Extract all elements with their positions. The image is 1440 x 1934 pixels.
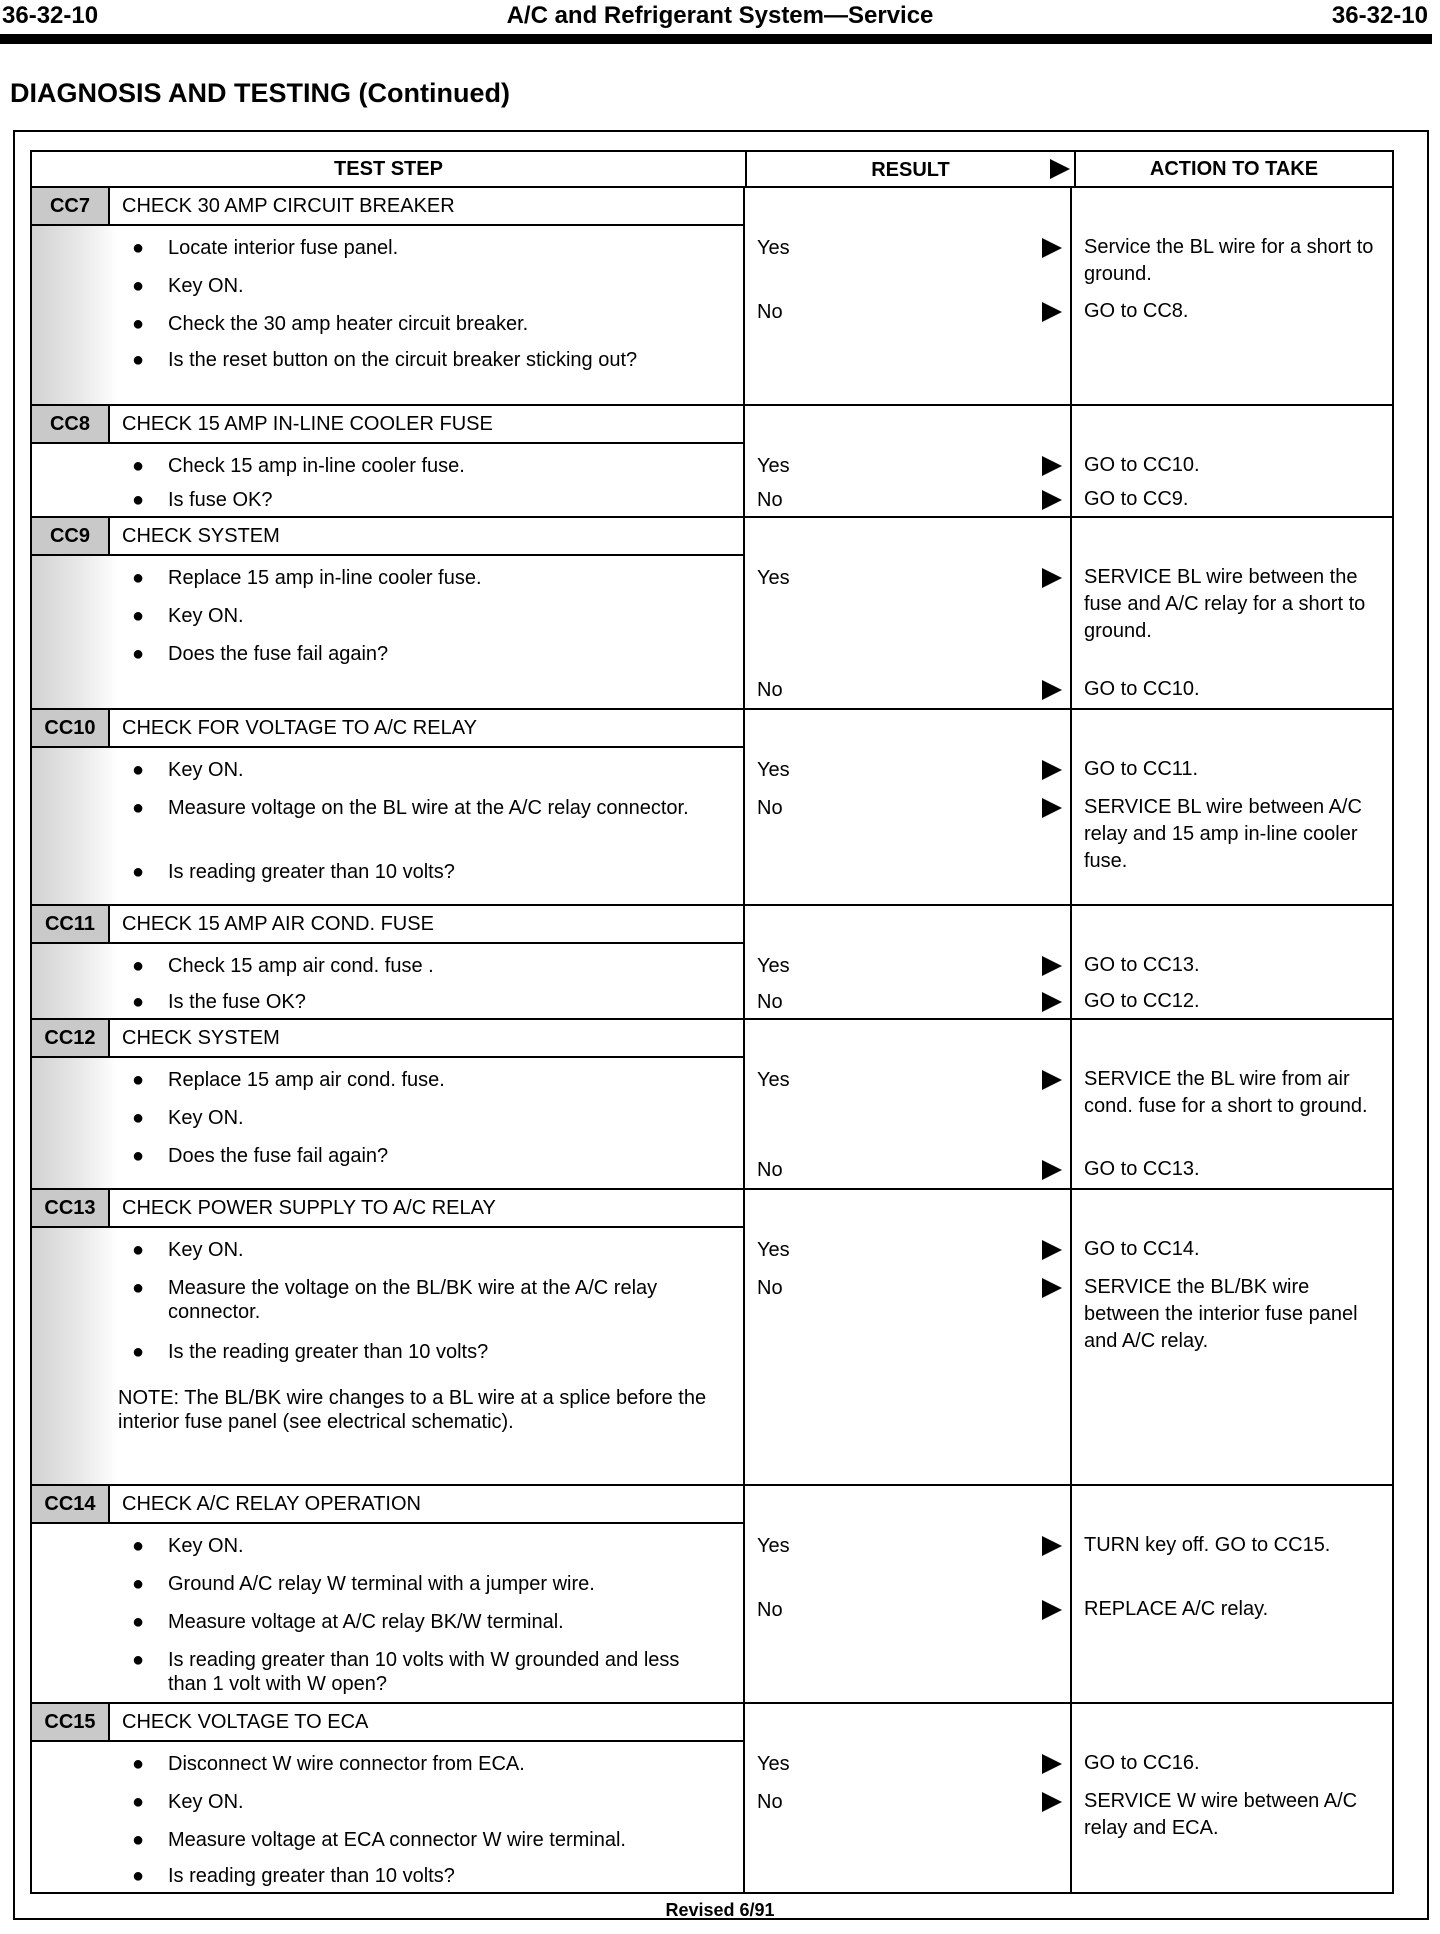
bullet-dot-icon: ● — [132, 797, 145, 819]
action-text: GO to CC12. — [1084, 990, 1200, 1012]
test-step-block — [30, 1486, 1394, 1704]
right-arrow-icon — [1042, 1792, 1062, 1812]
shaded-margin — [32, 1228, 118, 1484]
step-bullet: ● Key ON. — [132, 275, 244, 297]
result-yes: Yes — [757, 1068, 1064, 1092]
page-header — [0, 0, 1440, 34]
right-arrow-icon — [1042, 680, 1062, 700]
bullet-dot-icon: ● — [132, 1277, 145, 1299]
test-step-block — [30, 1704, 1394, 1894]
bullet-dot-icon: ● — [132, 759, 145, 781]
right-arrow-icon — [1042, 456, 1062, 476]
step-code: CC11 — [32, 906, 110, 942]
step-bullet: ● Check the 30 amp heater circuit breaker. — [132, 313, 529, 335]
result-no: No — [757, 300, 1064, 324]
right-arrow-icon — [1042, 1240, 1062, 1260]
bullet-dot-icon: ● — [132, 1753, 145, 1775]
column-header-test-step: TEST STEP — [32, 152, 747, 186]
result-no: No — [757, 990, 1064, 1014]
diagnosis-table — [30, 150, 1394, 1894]
result-no: No — [757, 678, 1064, 702]
step-bullet: ● Measure the voltage on the BL/BK wire at the A/C relay connector. — [132, 1277, 658, 1323]
step-bullet: ● Is reading greater than 10 volts? — [132, 861, 455, 883]
right-arrow-icon — [1042, 1754, 1062, 1774]
right-arrow-icon — [1050, 159, 1070, 179]
right-arrow-icon — [1042, 760, 1062, 780]
step-code: CC9 — [32, 518, 110, 554]
bullet-dot-icon: ● — [132, 349, 145, 371]
right-arrow-icon — [1042, 568, 1062, 588]
step-bullet: ● Key ON. — [132, 605, 244, 627]
step-bullet: ● Replace 15 amp in-line cooler fuse. — [132, 567, 482, 589]
action-text: TURN key off. GO to CC15. — [1084, 1534, 1331, 1556]
result-no: No — [757, 1790, 1064, 1814]
test-step-block — [30, 1020, 1394, 1190]
page-number-left: 36-32-10 — [2, 2, 99, 29]
step-code: CC14 — [32, 1486, 110, 1522]
bullet-dot-icon: ● — [132, 1829, 145, 1851]
bullet-dot-icon: ● — [132, 991, 145, 1013]
step-bullet: ● Measure voltage at ECA connector W wire terminal. — [132, 1829, 626, 1851]
bullet-dot-icon: ● — [132, 489, 145, 511]
right-arrow-icon — [1042, 302, 1062, 322]
action-text: SERVICE the BL/BK wire between the interior fuse panel and A/C relay. — [1084, 1276, 1358, 1352]
action-text: GO to CC13. — [1084, 1158, 1200, 1180]
step-bullet: ● Measure voltage on the BL wire at the A/C relay connector. — [132, 797, 689, 819]
step-bullet: ● Key ON. — [132, 1239, 244, 1261]
action-text: GO to CC11. — [1084, 758, 1199, 780]
right-arrow-icon — [1042, 1160, 1062, 1180]
step-note: NOTE: The BL/BK wire changes to a BL wire at a splice before the interior fuse panel (see electrical schematic). — [118, 1387, 707, 1433]
bullet-dot-icon: ● — [132, 237, 145, 259]
result-yes: Yes — [757, 454, 1064, 478]
shaded-margin — [32, 226, 118, 404]
right-arrow-icon — [1042, 1536, 1062, 1556]
result-yes: Yes — [757, 954, 1064, 978]
test-step-block — [30, 518, 1394, 710]
step-title: CHECK A/C RELAY OPERATION — [122, 1492, 421, 1515]
step-title: CHECK 15 AMP AIR COND. FUSE — [122, 912, 434, 935]
step-title: CHECK SYSTEM — [122, 524, 280, 547]
step-bullet: ● Check 15 amp air cond. fuse . — [132, 955, 434, 977]
bullet-dot-icon: ● — [132, 567, 145, 589]
revision-footer: Revised 6/91 — [665, 1900, 775, 1920]
action-text: GO to CC14. — [1084, 1238, 1200, 1260]
bullet-dot-icon: ● — [132, 1791, 145, 1813]
result-yes: Yes — [757, 236, 1064, 260]
step-title: CHECK 15 AMP IN-LINE COOLER FUSE — [122, 412, 493, 435]
column-header-result — [747, 152, 1076, 186]
action-text: SERVICE the BL wire from air cond. fuse for a short to ground. — [1084, 1068, 1368, 1117]
step-bullet: ● Ground A/C relay W terminal with a jumper wire. — [132, 1573, 595, 1595]
bullet-dot-icon: ● — [132, 1239, 145, 1261]
section-title: DIAGNOSIS AND TESTING (Continued) — [10, 78, 510, 108]
bullet-dot-icon: ● — [132, 455, 145, 477]
right-arrow-icon — [1042, 1278, 1062, 1298]
step-bullet: ● Does the fuse fail again? — [132, 643, 389, 665]
step-code: CC13 — [32, 1190, 110, 1226]
action-text: GO to CC10. — [1084, 678, 1200, 700]
step-bullet: ● Key ON. — [132, 759, 244, 781]
bullet-dot-icon: ● — [132, 605, 145, 627]
right-arrow-icon — [1042, 956, 1062, 976]
right-arrow-icon — [1042, 992, 1062, 1012]
step-bullet: ● Does the fuse fail again? — [132, 1145, 389, 1167]
step-title: CHECK SYSTEM — [122, 1026, 280, 1049]
step-title: CHECK 30 AMP CIRCUIT BREAKER — [122, 194, 455, 217]
action-text: Service the BL wire for a short to ground. — [1084, 236, 1374, 285]
step-title: CHECK POWER SUPPLY TO A/C RELAY — [122, 1196, 496, 1219]
bullet-dot-icon: ● — [132, 1611, 145, 1633]
step-bullet: ● Key ON. — [132, 1535, 244, 1557]
result-no: No — [757, 1598, 1064, 1622]
step-title: CHECK FOR VOLTAGE TO A/C RELAY — [122, 716, 477, 739]
result-yes: Yes — [757, 1238, 1064, 1262]
bullet-dot-icon: ● — [132, 313, 145, 335]
bullet-dot-icon: ● — [132, 643, 145, 665]
right-arrow-icon — [1042, 490, 1062, 510]
right-arrow-icon — [1042, 798, 1062, 818]
result-no: No — [757, 796, 1064, 820]
step-code: CC8 — [32, 406, 110, 442]
test-step-block — [30, 1190, 1394, 1486]
right-arrow-icon — [1042, 1600, 1062, 1620]
column-header-action: ACTION TO TAKE — [1149, 157, 1319, 180]
result-no: No — [757, 1276, 1064, 1300]
result-yes: Yes — [757, 1534, 1064, 1558]
action-text: SERVICE BL wire between the fuse and A/C relay for a short to ground. — [1084, 566, 1366, 642]
page-number-right: 36-32-10 — [1331, 2, 1428, 29]
test-step-block — [30, 406, 1394, 518]
step-bullet: ● Is fuse OK? — [132, 489, 273, 511]
step-bullet: ● Is reading greater than 10 volts? — [132, 1865, 455, 1887]
bullet-dot-icon: ● — [132, 275, 145, 297]
bullet-dot-icon: ● — [132, 1069, 145, 1091]
step-code: CC15 — [32, 1704, 110, 1740]
step-bullet: ● Disconnect W wire connector from ECA. — [132, 1753, 525, 1775]
action-text: REPLACE A/C relay. — [1084, 1598, 1269, 1620]
result-yes: Yes — [757, 1752, 1064, 1776]
bullet-dot-icon: ● — [132, 1649, 145, 1671]
test-step-block — [30, 710, 1394, 906]
result-no: No — [757, 488, 1064, 512]
shaded-margin — [32, 944, 118, 1018]
action-text: GO to CC16. — [1084, 1752, 1200, 1774]
step-bullet: ● Key ON. — [132, 1107, 244, 1129]
test-step-block — [30, 188, 1394, 406]
header-rule — [0, 34, 1432, 44]
right-arrow-icon — [1042, 238, 1062, 258]
column-header-result-label: RESULT — [871, 159, 950, 181]
bullet-dot-icon: ● — [132, 1341, 145, 1363]
result-no: No — [757, 1158, 1064, 1182]
step-code: CC12 — [32, 1020, 110, 1056]
step-bullet: ● Measure voltage at A/C relay BK/W terminal. — [132, 1611, 564, 1633]
step-bullet: ● Is reading greater than 10 volts with W grounded and less than 1 volt with W open? — [132, 1649, 680, 1695]
shaded-margin — [32, 748, 118, 904]
bullet-dot-icon: ● — [132, 1145, 145, 1167]
result-yes: Yes — [757, 566, 1064, 590]
result-yes: Yes — [757, 758, 1064, 782]
bullet-dot-icon: ● — [132, 861, 145, 883]
bullet-dot-icon: ● — [132, 955, 145, 977]
step-bullet: ● Locate interior fuse panel. — [132, 237, 399, 259]
shaded-margin — [32, 556, 118, 708]
action-text: GO to CC8. — [1084, 300, 1189, 322]
step-code: CC7 — [32, 188, 110, 224]
right-arrow-icon — [1042, 1070, 1062, 1090]
step-bullet: ● Replace 15 amp air cond. fuse. — [132, 1069, 445, 1091]
bullet-dot-icon: ● — [132, 1573, 145, 1595]
bullet-dot-icon: ● — [132, 1865, 145, 1887]
action-text: SERVICE W wire between A/C relay and ECA. — [1084, 1790, 1358, 1839]
action-text: GO to CC9. — [1084, 488, 1189, 510]
test-step-block — [30, 906, 1394, 1020]
shaded-margin — [32, 1058, 118, 1188]
page-title: A/C and Refrigerant System—Service — [506, 2, 934, 29]
step-title: CHECK VOLTAGE TO ECA — [122, 1710, 369, 1733]
step-bullet: ● Check 15 amp in-line cooler fuse. — [132, 455, 465, 477]
action-text: GO to CC13. — [1084, 954, 1200, 976]
action-text: GO to CC10. — [1084, 454, 1200, 476]
step-code: CC10 — [32, 710, 110, 746]
step-bullet: ● Is the reading greater than 10 volts? — [132, 1341, 489, 1363]
bullet-dot-icon: ● — [132, 1535, 145, 1557]
step-bullet: ● Key ON. — [132, 1791, 244, 1813]
action-text: SERVICE BL wire between A/C relay and 15 amp in-line cooler fuse. — [1084, 796, 1362, 872]
step-bullet: ● Is the fuse OK? — [132, 991, 306, 1013]
table-header — [30, 150, 1394, 188]
bullet-dot-icon: ● — [132, 1107, 145, 1129]
step-bullet: ● Is the reset button on the circuit breaker sticking out? — [132, 349, 638, 371]
